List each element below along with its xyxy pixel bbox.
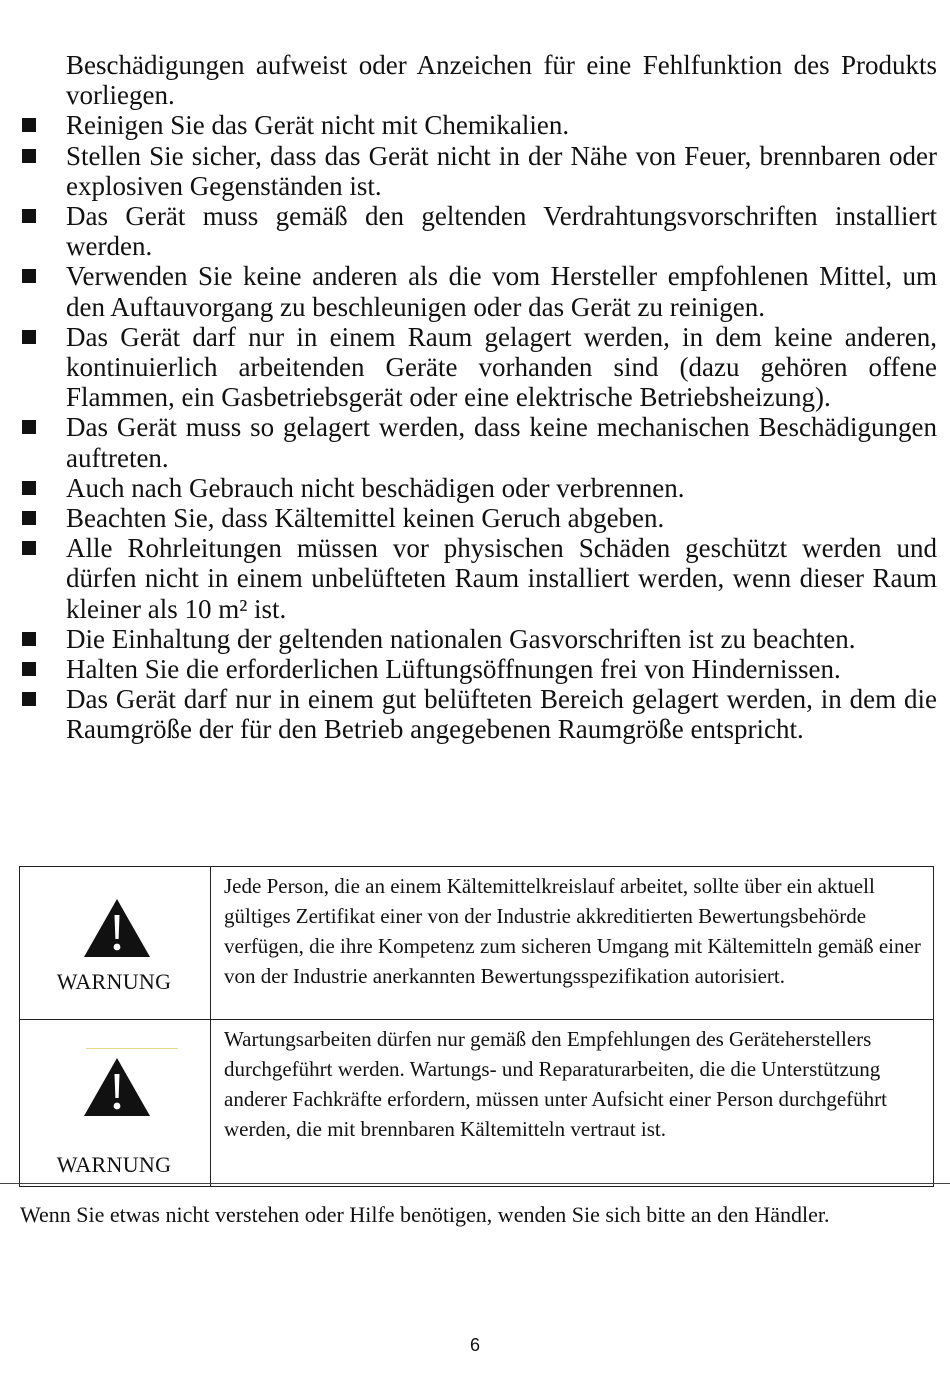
square-bullet-icon [22, 511, 36, 525]
square-bullet-icon [22, 269, 36, 283]
bullet-item [20, 654, 937, 684]
bullet-list [20, 110, 937, 744]
bullet-item [20, 141, 937, 201]
square-bullet-icon [22, 209, 36, 223]
bullet-text: Stellen Sie sicher, dass das Gerät nicht in der Nähe von Feuer, brennbaren oder explosiven Gegenständen ist. [66, 140, 937, 201]
bullet-text: Das Gerät darf nur in einem gut belüfteten Bereich gelagert werden, in dem die Raumgröße der für den Betrieb angegebenen Raumgröße entspricht. [66, 684, 937, 745]
bullet-text: Halten Sie die erforderlichen Lüftungsöffnungen frei von Hindernissen. [66, 654, 841, 685]
square-bullet-icon [22, 149, 36, 163]
safety-instructions [20, 50, 937, 745]
bullet-item [20, 473, 937, 503]
bullet-item [20, 201, 937, 261]
warning-table [19, 866, 934, 1187]
warning-triangle-icon [82, 1056, 152, 1118]
bullet-text: Das Gerät darf nur in einem Raum gelagert werden, in dem keine anderen, kontinuierlich arbeitenden Geräte vorhanden sind (dazu gehören offene Flammen, ein Gasbetriebsgerät oder eine elektrische Betriebsheizung). [66, 321, 937, 413]
bullet-item [20, 533, 937, 624]
bullet-text: Alle Rohrleitungen müssen vor physischen Schäden geschützt werden und dürfen nicht in einem unbelüfteten Raum installiert werden, wenn dieser Raum kleiner als 10 m² ist. [66, 533, 937, 624]
square-bullet-icon [22, 118, 36, 132]
square-bullet-icon [22, 420, 36, 434]
bullet-text: Verwenden Sie keine anderen als die vom Hersteller empfohlenen Mittel, um den Auftauvorgang zu beschleunigen oder das Gerät zu reinigen. [66, 261, 937, 322]
decorative-line [86, 1048, 178, 1049]
square-bullet-icon [22, 330, 36, 344]
bullet-item [20, 624, 937, 654]
bullet-item [20, 412, 937, 472]
warning-icon-cell [20, 867, 211, 1020]
square-bullet-icon [22, 662, 36, 676]
bullet-text: Das Gerät muss so gelagert werden, dass keine mechanischen Beschädigungen auftreten. [66, 412, 937, 473]
page-number: 6 [469, 1335, 480, 1355]
warning-row [20, 1020, 934, 1187]
warning-triangle-icon [82, 897, 152, 959]
bullet-text: Das Gerät muss gemäß den geltenden Verdrahtungsvorschriften installiert werden. [66, 201, 937, 262]
bullet-item [20, 322, 937, 413]
warning-row [20, 867, 934, 1020]
bullet-item [20, 261, 937, 321]
bullet-text: Auch nach Gebrauch nicht beschädigen oder verbrennen. [66, 472, 685, 503]
square-bullet-icon [22, 541, 36, 555]
warning-text: Jede Person, die an einem Kältemittelkreislauf arbeitet, sollte über ein aktuell gültiges Zertifikat einer von der Industrie akkreditierten Bewertungsbehörde verfügen, die ihre Kompetenz zum sicheren Umgang mit Kältemitteln gemäß einer von der Industrie anerkannten Bewertungsspezifikation autorisiert. [211, 867, 934, 1020]
warning-label: WARNUNG [56, 1152, 172, 1177]
continuation-paragraph: Beschädigungen aufweist oder Anzeichen für eine Fehlfunktion des Produkts vorliegen. [66, 50, 937, 111]
warning-text: Wartungsarbeiten dürfen nur gemäß den Empfehlungen des Geräteherstellers durchgeführt werden. Wartungs- und Reparaturarbeiten, die die Unterstützung anderer Fachkräfte erfordern, müssen unter Aufsicht einer Person durchgeführt werden, die mit brennbaren Kältemitteln vertraut ist. [211, 1020, 934, 1187]
warning-icon-cell [20, 1020, 211, 1187]
square-bullet-icon [22, 481, 36, 495]
bullet-item [20, 503, 937, 533]
square-bullet-icon [22, 692, 36, 706]
help-note: Wenn Sie etwas nicht verstehen oder Hilfe benötigen, wenden Sie sich bitte an den Händler. [20, 1202, 830, 1227]
bullet-text: Reinigen Sie das Gerät nicht mit Chemikalien. [66, 110, 570, 141]
bullet-text: Beachten Sie, dass Kältemittel keinen Geruch abgeben. [66, 503, 665, 534]
square-bullet-icon [22, 632, 36, 646]
horizontal-divider [0, 1183, 950, 1184]
bullet-item [20, 110, 937, 140]
bullet-item [20, 684, 937, 744]
warning-label: WARNUNG [56, 969, 172, 994]
bullet-text: Die Einhaltung der geltenden nationalen Gasvorschriften ist zu beachten. [66, 623, 856, 654]
